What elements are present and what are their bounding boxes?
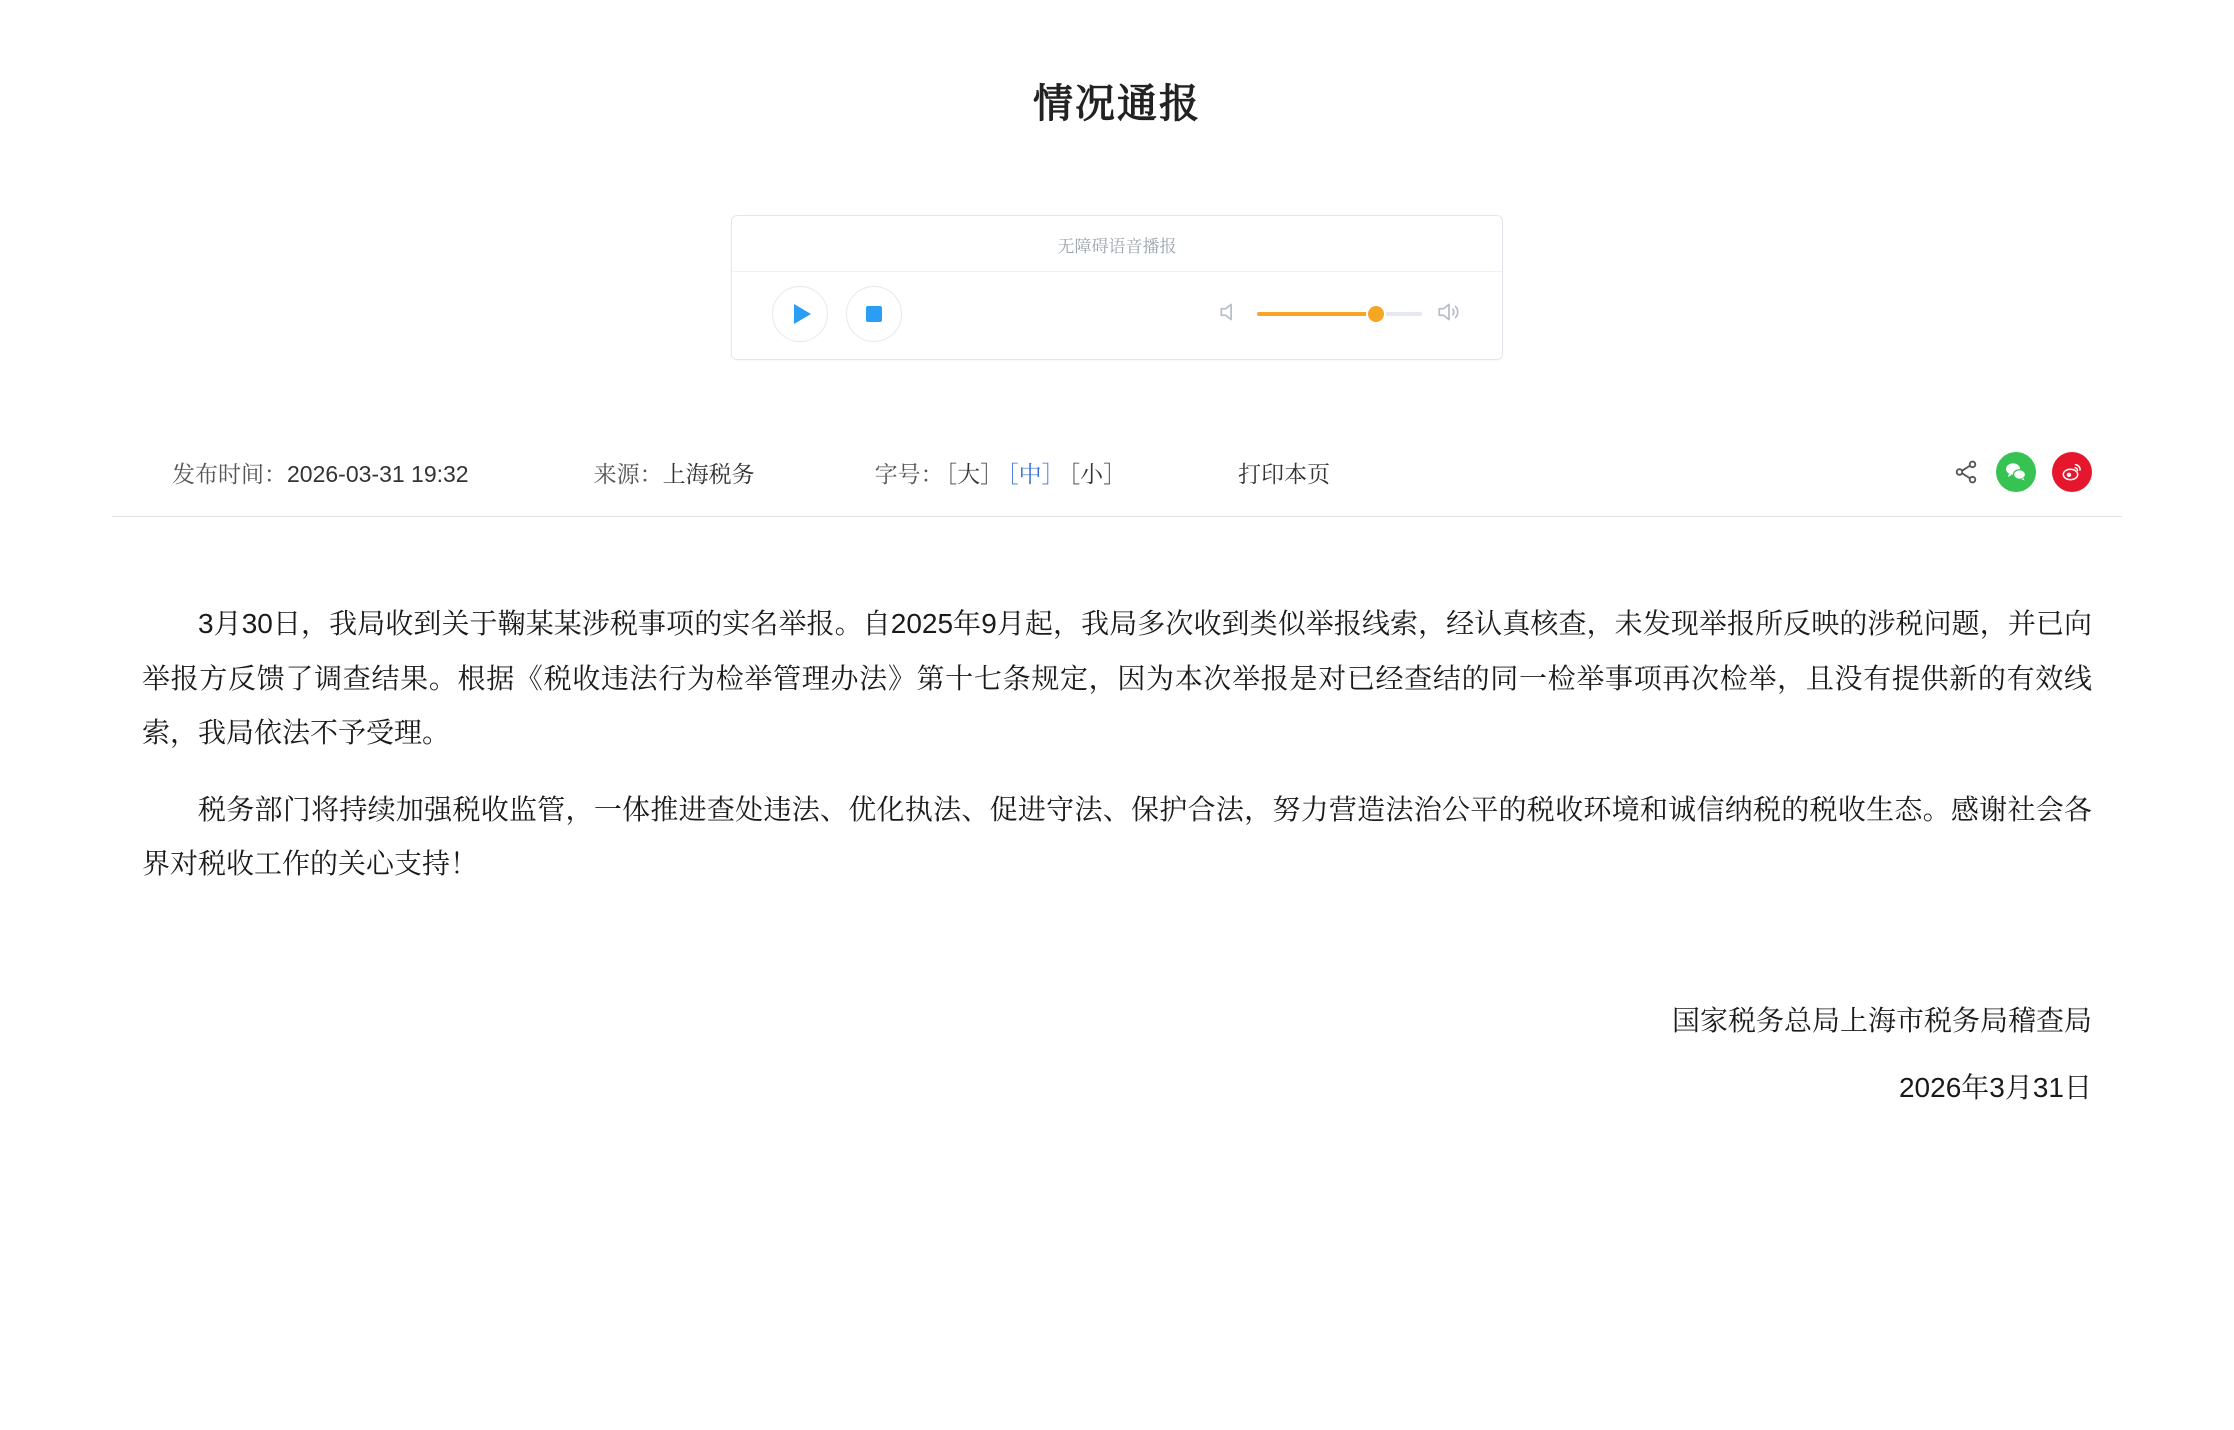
volume-slider[interactable] — [1257, 312, 1422, 316]
speaker-high-icon[interactable] — [1436, 299, 1462, 330]
share-nodes-icon[interactable] — [1952, 458, 1980, 486]
weibo-icon[interactable] — [2052, 452, 2092, 492]
stop-icon — [866, 306, 882, 322]
font-size-medium[interactable]: ［中］ — [1007, 460, 1065, 487]
speaker-low-icon[interactable] — [1217, 299, 1243, 330]
volume-knob[interactable] — [1368, 306, 1384, 322]
play-button[interactable] — [772, 286, 828, 342]
source-value: 上海税务 — [662, 460, 755, 487]
article-paragraph: 3月30日，我局收到关于鞠某某涉税事项的实名举报。自2025年9月起，我局多次收到类似举报线索，经认真核查，未发现举报所反映的涉税问题，并已向举报方反馈了调查结果。根据《税收违法行为检举管理办法》第十七条规定，因为本次举报是对已经查结的同一检举事项再次检举，且没有提供新的有效线索，我局依法不予受理。 — [142, 608, 2092, 749]
article-body — [112, 597, 2122, 892]
stop-button[interactable] — [846, 286, 902, 342]
font-size-large[interactable]: ［大］ — [945, 460, 1004, 487]
font-size-small[interactable]: ［小］ — [1068, 460, 1127, 487]
article-meta-bar — [112, 452, 2122, 517]
volume-area — [1217, 299, 1462, 330]
publish-time-label: 发布时间： — [172, 460, 287, 487]
publish-time — [172, 456, 469, 489]
audio-caption: 无障碍语音播报 — [732, 216, 1502, 272]
font-size-label: 字号： — [874, 460, 944, 487]
audio-player-wrapper — [112, 215, 2122, 360]
font-size-switcher — [875, 456, 1129, 489]
page-title: 情况通报 — [1033, 82, 1201, 126]
volume-fill — [1257, 312, 1376, 316]
article-paragraph: 税务部门将持续加强税收监管，一体推进查处违法、优化执法、促进守法、保护合法，努力营造法治公平的税收环境和诚信纳税的税收生态。感谢社会各界对税收工作的关心支持！ — [142, 793, 2092, 880]
signature-date: 2026年3月31日 — [1898, 1071, 2092, 1103]
article-signature-block — [112, 992, 2122, 1118]
wechat-icon[interactable] — [1996, 452, 2036, 492]
audio-controls — [732, 272, 1502, 359]
signature-org: 国家税务总局上海市税务局稽查局 — [1671, 1004, 2092, 1036]
audio-player — [731, 215, 1503, 360]
play-icon — [794, 304, 811, 324]
publish-time-value: 2026-03-31 19:32 — [287, 460, 469, 487]
source — [594, 456, 755, 489]
share-area — [1952, 452, 2092, 492]
print-page-button[interactable]: 打印本页 — [1238, 460, 1331, 487]
content-container — [112, 0, 2122, 1118]
source-label: 来源： — [593, 460, 663, 487]
